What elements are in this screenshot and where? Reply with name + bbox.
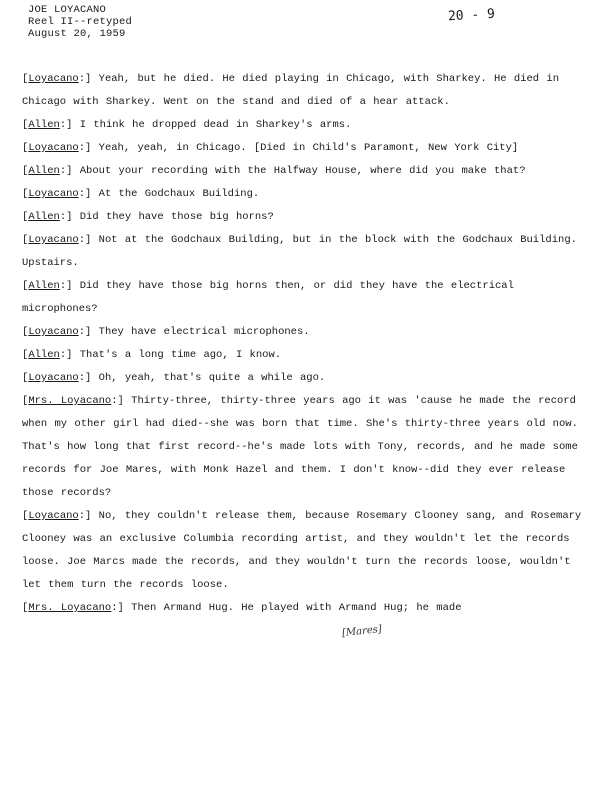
- speaker-bracket-close: :]: [59, 280, 80, 292]
- interviewee-name: JOE LOYACANO: [28, 4, 107, 16]
- speaker-bracket-open: [: [22, 119, 29, 131]
- speaker-bracket-close: :]: [78, 142, 99, 154]
- transcript-body: [22, 68, 590, 620]
- speaker-bracket-close: :]: [78, 510, 99, 522]
- transcript-paragraph: [22, 344, 590, 367]
- speaker-name: Allen: [28, 349, 60, 361]
- speaker-name: Loyacano: [28, 372, 79, 384]
- transcript-paragraph: [22, 137, 590, 160]
- page-number: 20 - 9: [447, 6, 496, 25]
- speaker-bracket-open: [: [22, 395, 29, 407]
- speaker-name: Loyacano: [28, 188, 79, 200]
- speaker-bracket-close: :]: [59, 211, 80, 223]
- speaker-bracket-close: :]: [78, 73, 99, 85]
- transcript-paragraph: [22, 206, 590, 229]
- speaker-name: Loyacano: [28, 73, 79, 85]
- transcript-paragraph: [22, 505, 590, 597]
- transcript-paragraph: [22, 114, 590, 137]
- transcript-paragraph: [22, 183, 590, 206]
- speaker-name: Loyacano: [28, 510, 79, 522]
- speaker-bracket-open: [: [22, 602, 29, 614]
- speech-text: Did they have those big horns then, or did they have the electrical microphones?: [22, 280, 514, 315]
- transcript-paragraph: [22, 321, 590, 344]
- transcript-paragraph: [22, 597, 590, 620]
- speaker-bracket-close: :]: [78, 326, 99, 338]
- interview-date: August 20, 1959: [28, 28, 126, 40]
- speech-text: Thirty-three, thirty-three years ago it was 'cause he made the record when my other girl had died--she was born that time. She's thirty-three years old now. That's how long that first record--he's made lots with Tony, records, and he made some records for Joe Mares, with Monk Hazel and them. I don't know--did they ever release those records?: [22, 395, 578, 499]
- speaker-name: Loyacano: [28, 234, 79, 246]
- transcript-paragraph: [22, 390, 590, 505]
- document-header: [28, 4, 132, 40]
- handwritten-annotation: [Mares]: [341, 623, 383, 640]
- reel-label: Reel II--retyped: [28, 16, 133, 28]
- speaker-bracket-close: :]: [78, 234, 99, 246]
- transcript-paragraph: [22, 68, 590, 114]
- speech-text: That's a long time ago, I know.: [79, 349, 282, 361]
- speaker-bracket-open: [: [22, 188, 29, 200]
- speaker-bracket-close: :]: [59, 349, 80, 361]
- transcript-paragraph: [22, 367, 590, 390]
- speaker-bracket-open: [: [22, 142, 29, 154]
- speaker-name: Loyacano: [28, 142, 79, 154]
- speech-text: About your recording with the Halfway House, where did you make that?: [79, 165, 526, 177]
- speaker-bracket-open: [: [22, 211, 29, 223]
- speaker-bracket-close: :]: [111, 395, 132, 407]
- speech-text: No, they couldn't release them, because Rosemary Clooney sang, and Rosemary Clooney was an exclusive Columbia recording artist, and they wouldn't let the records loose. Joe Marcs made the records, and they wouldn't turn the records loose, wouldn't let them turn the records loose.: [22, 510, 582, 591]
- speech-text: At the Godchaux Building.: [98, 188, 260, 200]
- speaker-name: Mrs. Loyacano: [28, 602, 112, 614]
- speaker-bracket-open: [: [22, 165, 29, 177]
- speech-text: Not at the Godchaux Building, but in the block with the Godchaux Building. Upstairs.: [22, 234, 577, 269]
- speaker-bracket-open: [: [22, 73, 29, 85]
- speaker-bracket-close: :]: [59, 165, 80, 177]
- speaker-name: Allen: [28, 165, 60, 177]
- speaker-bracket-close: :]: [59, 119, 80, 131]
- speech-text: Oh, yeah, that's quite a while ago.: [98, 372, 326, 384]
- transcript-paragraph: [22, 229, 590, 275]
- speaker-bracket-close: :]: [111, 602, 132, 614]
- speech-text: Then Armand Hug. He played with Armand Hug; he made: [131, 602, 462, 614]
- speaker-bracket-open: [: [22, 372, 29, 384]
- speaker-bracket-open: [: [22, 349, 29, 361]
- speech-text: Yeah, but he died. He died playing in Chicago, with Sharkey. He died in Chicago with Sharkey. Went on the stand and died of a hear attack.: [22, 73, 560, 108]
- speaker-name: Mrs. Loyacano: [28, 395, 112, 407]
- speaker-name: Allen: [28, 211, 60, 223]
- speech-text: I think he dropped dead in Sharkey's arms.: [79, 119, 352, 131]
- speaker-bracket-open: [: [22, 326, 29, 338]
- speaker-name: Loyacano: [28, 326, 79, 338]
- transcript-paragraph: [22, 160, 590, 183]
- speech-text: They have electrical microphones.: [98, 326, 310, 338]
- speaker-name: Allen: [28, 280, 60, 292]
- transcript-paragraph: [22, 275, 590, 321]
- speaker-bracket-open: [: [22, 510, 29, 522]
- speaker-bracket-close: :]: [78, 188, 99, 200]
- speaker-bracket-open: [: [22, 234, 29, 246]
- speaker-bracket-close: :]: [78, 372, 99, 384]
- speech-text: Did they have those big horns?: [79, 211, 274, 223]
- speaker-bracket-open: [: [22, 280, 29, 292]
- speech-text: Yeah, yeah, in Chicago. [Died in Child's Paramont, New York City]: [98, 142, 519, 154]
- speaker-name: Allen: [28, 119, 60, 131]
